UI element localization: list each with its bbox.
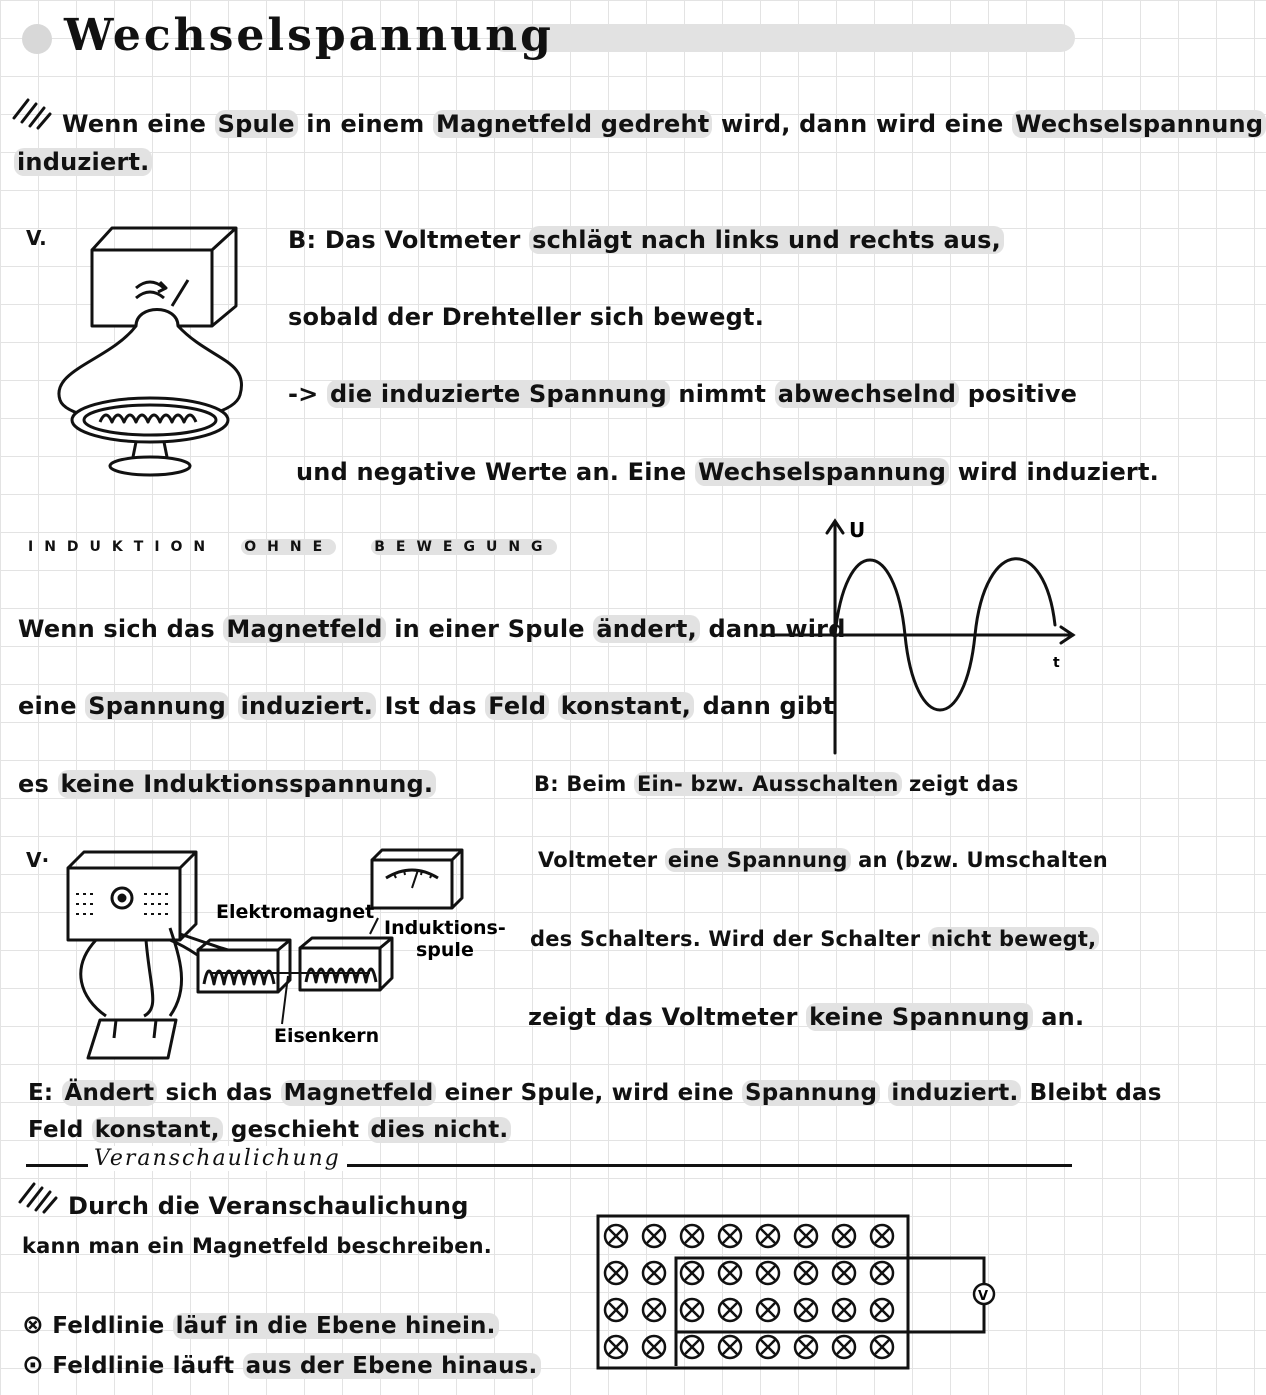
label-induktionsspule-1: Induktions- [384, 917, 506, 939]
obs-hl-ausschlag: schlägt nach links und rechts aus, [529, 226, 1004, 254]
experiment2-obs-line-3 [530, 927, 1099, 951]
ind-hl-feld: Feld [485, 692, 549, 720]
experiment1-obs-line-3 [288, 380, 1077, 408]
ind-text: dann gibt [694, 692, 835, 720]
veranschaulichung-line-2: kann man ein Magnetfeld beschreiben. [22, 1234, 492, 1258]
field-line-into-plane-icon [681, 1225, 703, 1247]
legend-text: Feldlinie läuft [52, 1353, 243, 1379]
experiment2-obs-line-2 [538, 848, 1108, 872]
concl-text: einer Spule, wird eine [436, 1080, 743, 1106]
ind-text: Wenn sich das [18, 615, 224, 643]
concl-text: E: [28, 1080, 62, 1106]
ind-text [229, 692, 238, 720]
field-line-into-plane-icon [605, 1262, 627, 1284]
ind-text: es [18, 770, 58, 798]
graph-x-label: t [1053, 655, 1060, 671]
field-line-into-plane-icon [719, 1262, 741, 1284]
veranschaulichung-line-1: Durch die Veranschaulichung [68, 1192, 469, 1220]
intro-line-2 [14, 148, 152, 176]
field-line-into-plane-icon [643, 1262, 665, 1284]
induction-line-3 [18, 770, 436, 798]
obs2-hl-ein-ausschalten: Ein- bzw. Ausschalten [634, 772, 902, 796]
field-line-into-plane-icon [757, 1262, 779, 1284]
conclusion-line-2 [28, 1117, 511, 1143]
field-line-into-plane-icon [681, 1262, 703, 1284]
obs2-text: B: Beim [534, 772, 634, 796]
ind-hl-spannung: Spannung [85, 692, 229, 720]
section-heading-word: INDUKTION [28, 539, 217, 555]
concl-text: Feld [28, 1117, 92, 1143]
field-line-into-plane-icon [719, 1336, 741, 1358]
field-line-into-plane-icon [833, 1299, 855, 1321]
conclusion-line-1 [28, 1080, 1162, 1106]
field-line-into-plane-icon [795, 1262, 817, 1284]
concl-hl-magnetfeld: Magnetfeld [281, 1080, 437, 1106]
ind-hl-keine-induktionsspannung: keine Induktionsspannung. [58, 770, 437, 798]
obs-hl-wechselspannung: Wechselspannung [695, 458, 949, 486]
magnetic-field-grid-illustration [596, 1214, 992, 1372]
field-line-into-plane-icon [681, 1299, 703, 1321]
experiment2-obs-line-1 [534, 772, 1019, 796]
intro-hl-wechselspannung: Wechselspannung [1012, 110, 1266, 138]
experiment1-label: V. [26, 226, 47, 250]
obs-text: nimmt [669, 380, 775, 408]
intro-hl-magnetfeld: Magnetfeld gedreht [433, 110, 712, 138]
ind-hl-induziert: induziert. [238, 692, 376, 720]
field-line-into-plane-icon [871, 1336, 893, 1358]
field-line-into-plane-icon [795, 1299, 817, 1321]
concl-text: Bleibt das [1021, 1080, 1162, 1106]
intro-text: in einem [297, 110, 433, 138]
field-line-into-plane-icon [757, 1299, 779, 1321]
experiment2-obs-line-4 [528, 1003, 1084, 1031]
field-line-into-plane-icon [833, 1225, 855, 1247]
veranschaulichung-heading: Veranschaulichung [88, 1146, 347, 1171]
field-line-into-plane-icon [795, 1336, 817, 1358]
obs2-text: des Schalters. Wird der Schalter [530, 927, 928, 951]
ind-text [549, 692, 558, 720]
legend-hl-out: aus der Ebene hinaus. [243, 1353, 541, 1379]
obs-text: wird induziert. [949, 458, 1159, 486]
field-line-into-plane-icon [871, 1225, 893, 1247]
field-line-into-plane-icon [719, 1299, 741, 1321]
hatch-marks-icon [12, 96, 60, 130]
intro-line-1 [62, 110, 1266, 138]
title-bullet [22, 24, 52, 54]
ind-hl-magnetfeld: Magnetfeld [223, 615, 385, 643]
label-elektromagnet: Elektromagnet [216, 901, 375, 923]
field-line-into-plane-icon [719, 1225, 741, 1247]
concl-hl-konstant: konstant, [92, 1117, 223, 1143]
concl-text: geschieht [222, 1117, 368, 1143]
intro-text: wird, dann wird eine [712, 110, 1013, 138]
obs-text: und negative Werte an. Eine [296, 458, 695, 486]
intro-hl-induziert: induziert. [14, 148, 152, 176]
field-line-into-plane-icon [757, 1336, 779, 1358]
obs2-text: Voltmeter [538, 848, 665, 872]
field-line-into-plane-icon [643, 1336, 665, 1358]
concl-hl-spannung: Spannung [742, 1080, 880, 1106]
obs-hl-induzierte-spannung: die induzierte Spannung [327, 380, 670, 408]
concl-hl-induziert: induziert. [888, 1080, 1021, 1106]
graph-y-label: U [849, 518, 866, 542]
obs-text: Das Voltmeter [324, 226, 530, 254]
cross-circle-icon: ⊗ [22, 1310, 44, 1340]
label-induktionsspule-2: spule [416, 939, 474, 961]
ind-text: eine [18, 692, 86, 720]
experiment1-obs-line-4 [296, 458, 1159, 486]
concl-text: sich das [157, 1080, 281, 1106]
intro-text: Wenn eine [62, 110, 215, 138]
dot-circle-icon: ⊙ [22, 1350, 44, 1380]
field-line-into-plane-icon [605, 1225, 627, 1247]
ind-text: in einer Spule [385, 615, 594, 643]
obs2-text: zeigt das [901, 772, 1019, 796]
field-line-into-plane-icon [833, 1262, 855, 1284]
obs2-hl-keine-spannung: keine Spannung [806, 1003, 1033, 1031]
field-line-into-plane-icon [643, 1225, 665, 1247]
rotating-coil-apparatus-illustration [40, 210, 260, 490]
experiment1-obs-line-2: sobald der Drehteller sich bewegt. [288, 303, 765, 331]
obs2-text: an. [1032, 1003, 1085, 1031]
field-line-into-plane-icon [643, 1299, 665, 1321]
page-title: Wechselspannung [64, 10, 554, 61]
section-heading-word: OHNE [241, 539, 336, 555]
experiment1-obs-line-1 [288, 226, 1004, 254]
obs2-hl-nicht-bewegt: nicht bewegt, [928, 927, 1099, 951]
obs-text: positive [959, 380, 1078, 408]
ind-hl-aendert: ändert, [593, 615, 700, 643]
obs2-hl-eine-spannung: eine Spannung [665, 848, 851, 872]
field-line-into-plane-icon [871, 1299, 893, 1321]
voltmeter-symbol [974, 1284, 994, 1304]
legend-hl-into: läuf in die Ebene hinein. [173, 1313, 499, 1339]
ind-text: dann wird [699, 615, 846, 643]
svg-text:V: V [978, 1289, 989, 1304]
concl-hl-aendert: Ändert [62, 1080, 158, 1106]
electromagnet-apparatus-illustration [60, 848, 530, 1063]
experiment2-label: V· [26, 848, 50, 872]
field-line-into-plane-icon [871, 1262, 893, 1284]
ind-text: Ist das [376, 692, 486, 720]
legend-text: Feldlinie [52, 1313, 173, 1339]
section-heading [28, 536, 557, 555]
legend-out-of-plane [22, 1350, 541, 1380]
field-line-into-plane-icon [605, 1299, 627, 1321]
concl-hl-dies-nicht: dies nicht. [368, 1117, 512, 1143]
obs2-text: zeigt das Voltmeter [528, 1003, 807, 1031]
induction-line-1 [18, 615, 846, 643]
obs-prefix: B: [288, 226, 325, 254]
field-line-into-plane-icon [681, 1336, 703, 1358]
hatch-marks-icon [18, 1180, 66, 1214]
field-line-into-plane-icon [795, 1225, 817, 1247]
field-line-into-plane-icon [833, 1336, 855, 1358]
obs2-text: an (bzw. Umschalten [850, 848, 1108, 872]
intro-hl-spule: Spule [215, 110, 298, 138]
label-eisenkern: Eisenkern [274, 1025, 380, 1047]
field-line-into-plane-icon [757, 1225, 779, 1247]
section-heading-word: BEWEGUNG [371, 539, 556, 555]
legend-into-plane [22, 1310, 499, 1340]
obs-text: -> [288, 380, 328, 408]
induction-line-2 [18, 692, 834, 720]
title-underline-bar [490, 24, 1075, 52]
obs-hl-abwechselnd: abwechselnd [775, 380, 959, 408]
field-line-into-plane-icon [605, 1336, 627, 1358]
ind-hl-konstant: konstant, [558, 692, 694, 720]
